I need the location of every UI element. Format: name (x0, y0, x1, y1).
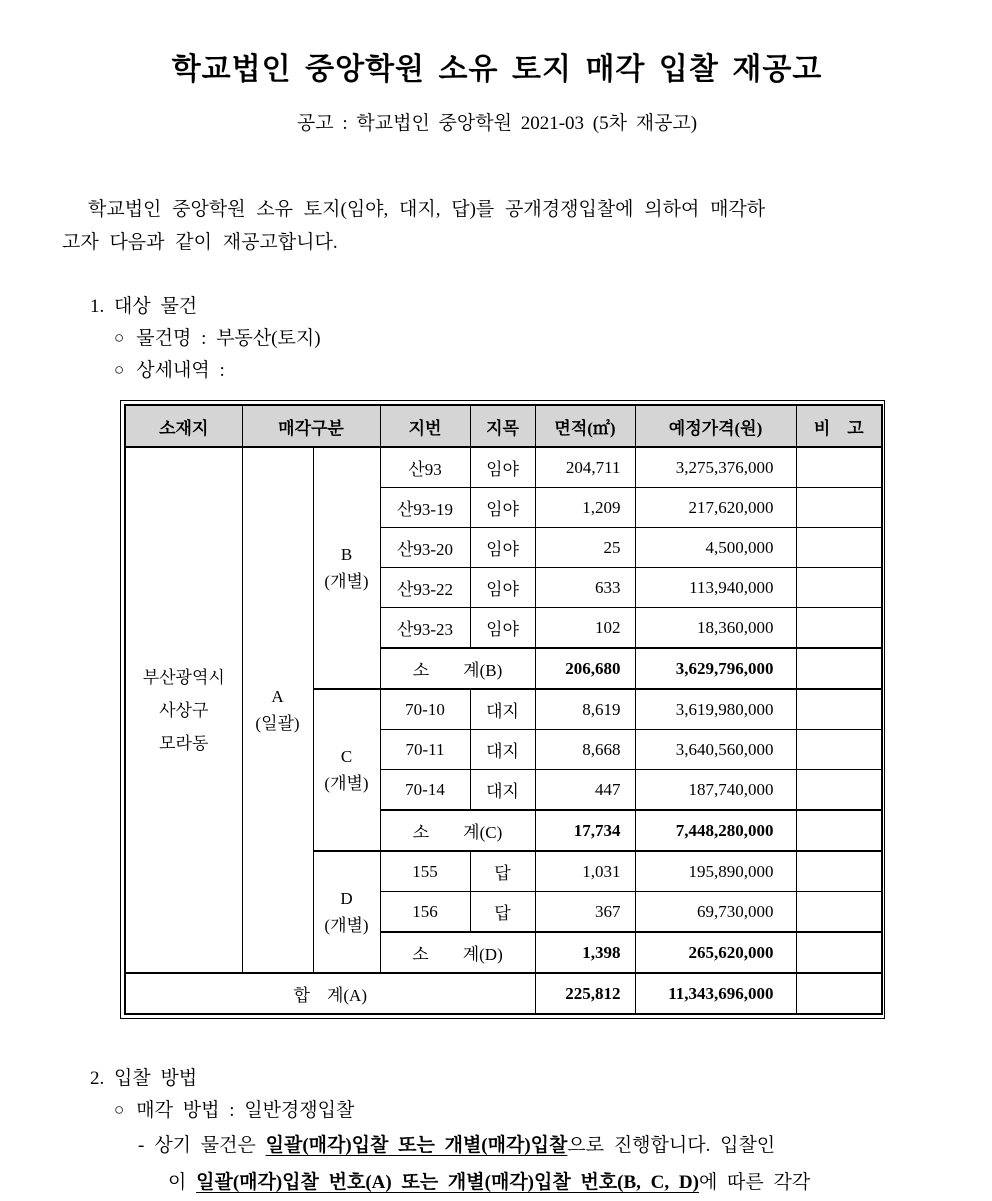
bid-note-line-2 (168, 1164, 932, 1201)
batch-letter: A (271, 687, 284, 706)
group-type: (개별) (324, 916, 369, 935)
subtotal-area: 17,734 (535, 810, 635, 851)
note-text: 이 (168, 1172, 197, 1193)
price-cell: 3,619,980,000 (635, 689, 796, 730)
land-type-cell: 답 (470, 851, 535, 892)
location-line: 부산광역시 (142, 667, 225, 687)
circle-bullet-icon: ○ (114, 360, 125, 379)
group-cell-c (313, 689, 380, 851)
note-emphasis: 일괄(매각)입찰 또는 개별(매각)입찰 (265, 1135, 568, 1156)
price-cell: 69,730,000 (635, 892, 796, 933)
total-price: 11,343,696,000 (635, 973, 796, 1014)
note-emphasis: 일괄(매각)입찰 번호(A) 또는 개별(매각)입찰 번호(B, C, D) (196, 1172, 699, 1193)
subtotal-area: 1,398 (535, 932, 635, 973)
land-type-cell: 임야 (470, 568, 535, 608)
remark-cell (796, 892, 882, 933)
header-row (125, 405, 882, 447)
land-detail-table (120, 400, 885, 1019)
group-letter: C (340, 747, 353, 766)
area-cell: 102 (535, 608, 635, 649)
circle-bullet-icon: ○ (114, 328, 125, 347)
remark-cell (796, 689, 882, 730)
lot-no-cell: 산93-19 (380, 488, 470, 528)
sale-method-line (114, 1095, 932, 1127)
subtotal-price: 3,629,796,000 (635, 648, 796, 689)
item-detail-line (114, 355, 932, 387)
notice-reference: 공고 : 학교법인 중앙학원 2021-03 (5차 재공고) (296, 113, 698, 134)
circle-bullet-icon: ○ (114, 1100, 125, 1119)
batch-type: (일괄) (255, 714, 300, 733)
item-name-line (114, 323, 932, 355)
section1-heading: 1. 대상 물건 (90, 296, 198, 317)
subtotal-label: 소 계(B) (380, 648, 535, 689)
group-letter: B (340, 545, 353, 564)
lot-no-cell: 산93-20 (380, 528, 470, 568)
group-type: (개별) (324, 774, 369, 793)
price-cell: 18,360,000 (635, 608, 796, 649)
lot-no-cell: 70-10 (380, 689, 470, 730)
item-name-text: 물건명 : 부동산(토지) (136, 328, 321, 349)
dash-bullet-icon: - (138, 1135, 145, 1156)
header-location: 소재지 (125, 405, 242, 447)
price-cell: 217,620,000 (635, 488, 796, 528)
price-cell: 113,940,000 (635, 568, 796, 608)
group-type: (개별) (324, 572, 369, 591)
header-lot-no: 지번 (380, 405, 470, 447)
lot-no-cell: 155 (380, 851, 470, 892)
header-price: 예정가격(원) (635, 405, 796, 447)
lot-no-cell: 산93 (380, 447, 470, 488)
note-text: 상기 물건은 (154, 1135, 266, 1156)
section-bid-method (62, 1063, 932, 1201)
land-type-cell: 대지 (470, 689, 535, 730)
land-type-cell: 임야 (470, 608, 535, 649)
intro-line-2: 고자 다음과 같이 재공고합니다. (62, 232, 338, 253)
remark-cell (796, 770, 882, 811)
note-text: 에 따른 각각 (698, 1172, 811, 1193)
remark-cell (796, 932, 882, 973)
lot-no-cell: 156 (380, 892, 470, 933)
sale-method-text: 매각 방법 : 일반경쟁입찰 (136, 1100, 355, 1121)
document-title: 학교법인 중앙학원 소유 토지 매각 입찰 재공고 (171, 53, 823, 86)
remark-cell (796, 528, 882, 568)
section2-heading: 2. 입찰 방법 (90, 1068, 198, 1089)
land-type-cell: 임야 (470, 528, 535, 568)
price-cell: 3,640,560,000 (635, 730, 796, 770)
area-cell: 1,031 (535, 851, 635, 892)
remark-cell (796, 608, 882, 649)
header-land-type: 지목 (470, 405, 535, 447)
area-cell: 204,711 (535, 447, 635, 488)
subtotal-label: 소 계(C) (380, 810, 535, 851)
lot-row (125, 447, 882, 488)
detail-table (124, 404, 883, 1015)
remark-cell (796, 810, 882, 851)
header-area: 면적(㎡) (535, 405, 635, 447)
subtotal-area: 206,680 (535, 648, 635, 689)
price-cell: 4,500,000 (635, 528, 796, 568)
subtotal-label: 소 계(D) (380, 932, 535, 973)
price-cell: 3,275,376,000 (635, 447, 796, 488)
group-cell-b (313, 447, 380, 689)
bid-note-line-1 (138, 1127, 932, 1164)
header-remarks: 비 고 (796, 405, 882, 447)
lot-no-cell: 70-11 (380, 730, 470, 770)
price-cell: 187,740,000 (635, 770, 796, 811)
location-line: 사상구 (159, 700, 209, 720)
lot-no-cell: 산93-23 (380, 608, 470, 649)
item-detail-text: 상세내역 : (136, 360, 225, 381)
remark-cell (796, 447, 882, 488)
land-type-cell: 임야 (470, 488, 535, 528)
lot-no-cell: 70-14 (380, 770, 470, 811)
intro-paragraph (62, 193, 932, 259)
total-area: 225,812 (535, 973, 635, 1014)
location-cell (125, 447, 242, 973)
land-type-cell: 대지 (470, 730, 535, 770)
remark-cell (796, 568, 882, 608)
area-cell: 25 (535, 528, 635, 568)
batch-group-cell (242, 447, 313, 973)
area-cell: 447 (535, 770, 635, 811)
intro-line-1: 학교법인 중앙학원 소유 토지(임야, 대지, 답)를 공개경쟁입찰에 의하여 매각하 (88, 199, 766, 220)
total-row (125, 973, 882, 1014)
land-type-cell: 답 (470, 892, 535, 933)
section-target-items (62, 291, 932, 387)
group-cell-d (313, 851, 380, 973)
remark-cell (796, 851, 882, 892)
remark-cell (796, 648, 882, 689)
subtotal-price: 265,620,000 (635, 932, 796, 973)
land-type-cell: 임야 (470, 447, 535, 488)
price-cell: 195,890,000 (635, 851, 796, 892)
remark-cell (796, 973, 882, 1014)
header-category: 매각구분 (242, 405, 380, 447)
area-cell: 633 (535, 568, 635, 608)
location-line: 모라동 (159, 733, 209, 753)
land-type-cell: 대지 (470, 770, 535, 811)
area-cell: 8,668 (535, 730, 635, 770)
area-cell: 367 (535, 892, 635, 933)
group-letter: D (340, 889, 353, 908)
remark-cell (796, 488, 882, 528)
lot-no-cell: 산93-22 (380, 568, 470, 608)
total-label: 합 계(A) (125, 973, 535, 1014)
area-cell: 8,619 (535, 689, 635, 730)
area-cell: 1,209 (535, 488, 635, 528)
remark-cell (796, 730, 882, 770)
subtotal-price: 7,448,280,000 (635, 810, 796, 851)
note-text: 으로 진행합니다. 입찰인 (567, 1135, 776, 1156)
